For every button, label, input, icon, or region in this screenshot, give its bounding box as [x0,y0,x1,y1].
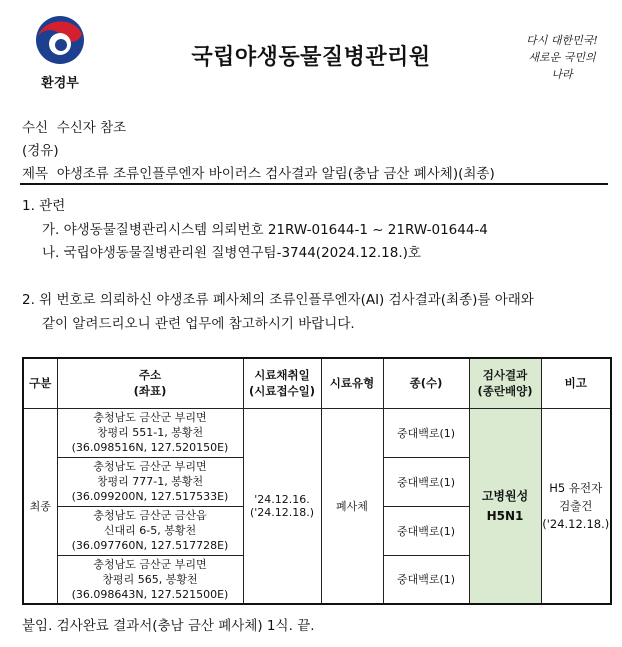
recipient-line [22,116,126,136]
attachment-line: 붙임. 검사완료 결과서(충남 금산 폐사체) 1식. 끝. [22,618,315,634]
header-species: 종(수) [383,358,469,408]
address-cell: 충청남도 금산군 부리면 창평리 565, 봉황천 (36.098643N, 127.521500E) [57,555,243,604]
recipient-label: 수신 [22,120,49,136]
result-table [22,357,612,605]
category-cell: 최종 [23,408,57,604]
sample-type-cell: 폐사체 [321,408,383,604]
section-1b: 나. 국립야생동물질병관리원 질병연구팀-3744(2024.12.18.)호 [42,245,421,261]
address-cell: 충청남도 금산군 부리면 창평리 551-1, 봉황천 (36.098516N, 127.520150E) [57,408,243,457]
table-row [23,408,611,457]
header-result: 검사결과 (종란배양) [469,358,541,408]
section-1: 1. 관련 [22,198,66,214]
header-category: 구분 [23,358,57,408]
recipient-value: 수신자 참조 [56,120,127,136]
via-line: (경유) [22,143,59,159]
table-header-row [23,358,611,408]
subject-line [22,162,495,182]
species-cell: 중대백로(1) [383,457,469,506]
note-cell: H5 유전자 검출건 ('24.12.18.) [541,408,611,604]
slogan-line: 다시 대한민국! [526,34,598,47]
subject-text: 야생조류 조류인플루엔자 바이러스 검사결과 알림(충남 금산 폐사체)(최종) [56,166,495,182]
species-cell: 중대백로(1) [383,555,469,604]
result-cell: 고병원성 H5N1 [469,408,541,604]
address-cell: 충청남도 금산군 금산읍 신대리 6-5, 봉황천 (36.097760N, 127.517728E) [57,506,243,555]
header-sample-type: 시료유형 [321,358,383,408]
species-cell: 중대백로(1) [383,408,469,457]
ministry-name: 환경부 [41,76,79,91]
date-cell: '24.12.16. ('24.12.18.) [243,408,321,604]
address-cell: 충청남도 금산군 부리면 창평리 777-1, 봉황천 (36.099200N, 127.517533E) [57,457,243,506]
subject-divider [20,183,608,185]
slogan-line: 새로운 국민의 나라 [528,51,596,81]
org-title: 국립야생동물질병관리원 [191,45,431,70]
header-note: 비고 [541,358,611,408]
subject-label: 제목 [22,166,49,182]
section-1a: 가. 야생동물질병관리시스템 의뢰번호 21RW-01644-1 ~ 21RW-01644-4 [42,222,488,238]
header-date: 시료채취일 (시료접수일) [243,358,321,408]
section-2-line1: 2. 위 번호로 의뢰하신 야생조류 폐사체의 조류인플루엔자(AI) 검사결과(최종)를 아래와 [22,292,534,308]
section-2-line2: 같이 알려드리오니 관련 업무에 참고하시기 바랍니다. [42,316,355,332]
slogan [522,32,602,83]
species-cell: 중대백로(1) [383,506,469,555]
header-address: 주소 (좌표) [57,358,243,408]
